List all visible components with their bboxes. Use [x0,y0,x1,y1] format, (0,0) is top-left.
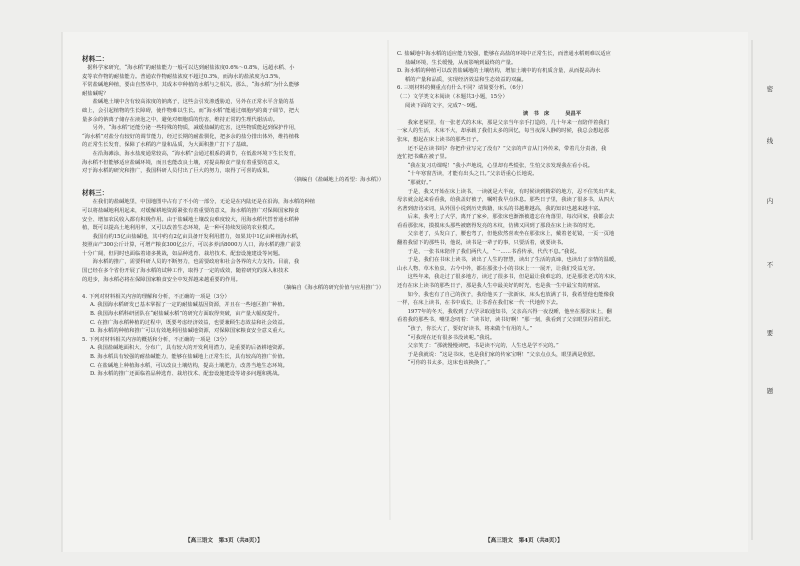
text-line: C. 在推广海水稻种植的过程中，既要考虑经济效益，也要兼顾生态效益和社会效益。 [90,319,288,326]
text-line: 麦等农作物的耐盐能力。普通农作物耐盐浓度不超过0.3%，而海水的盐浓度为3.5%， [82,73,284,80]
text-line: “我在复习功课呢！”我小声地说，心里却有些慌张，生怕父亲发现我在看小说。 [397,162,594,169]
text-line: D. 海水稻的推广还面临着品种选育、栽培技术、配套设施建设等诸多问题和挑战。 [90,371,283,378]
right-column [397,50,707,368]
text-line: 6. 三则材料的侧重点有什么不同？请简要分析。（6分） [397,85,527,92]
text-line: 植，既可以提高土地利用率，又可以改善生态环境，是一种可持续发展的农业模式。 [82,225,278,232]
text-line: 如今，我也有了自己的孩子，我给他买了一张新床，床头也放满了书，我希望他也能像我 [397,291,615,298]
text-line: 这些年来，我走过了很多地方，读过了很多书，但是最让我难忘的，还是那张老式的木床， [397,274,620,281]
text-line: 名著到唐诗宋词，从外国小说到历史典籍，床头的书越堆越高，我的知识也越来越丰富。 [397,205,604,212]
text-line: “孩子，你长大了，要好好读书，将来做个有用的人。” [397,326,533,332]
text-line: 还有在床上读书的那些日子，那是我人生中最美好的时光，也是我一生中最宝贵的财富。 [397,283,604,290]
text-line: “海水稻”对盐分有较好的调节能力，经过长期的耐盐驯化，把多余的盐分排出体外，维持植株 [82,133,300,140]
text-line: A. 我国盐碱地面积大、分布广，具有较大的开发利用潜力，是重要的后备耕地资源。 [90,345,288,352]
text-line: 按照亩产300公斤计算，可增产粮食300亿公斤，可以多养活8000万人口，海水稻的推广前景 [82,242,302,249]
page-footer-left: 【高三语文 第3页（共8页）】 [185,538,263,544]
text-line: A. 我国海水稻研发已基本掌握了一定的耐盐碱基因资源，并且在一些地区推广种植。 [90,302,288,309]
text-line: 父亲笑了：“那就慢慢读吧，书是读不完的，人生也是学不完的。” [397,343,559,350]
binding-margin-text: 不 [766,261,774,269]
text-line: （摘编自《盐碱地上的希望：海水稻》） [291,176,384,183]
text-line: 阅读下面的文字，完成7～9题。 [405,102,481,109]
text-line: 的进步，海水稻必将在保障国家粮食安全中发挥越来越重要的作用。 [82,276,241,283]
text-line: 于是，我又开始在床上读书，一读就是大半夜，有时候读到精彩的地方，忍不住笑出声来， [397,188,620,195]
text-line: “那就好。” [397,179,432,186]
text-line: 4. 下列对材料相关内容的理解和分析，不正确的一项是（3分） [82,293,230,300]
text-line: 张床，想起在床上读书的那些日子。 [397,136,482,143]
text-line: 十分广阔，但同时也面临着诸多挑战，如品种选育、栽培技术、配套设施建设等问题。 [82,250,284,257]
text-line: 看着我的那些书，嘴里念叨着：“读书好，读书好啊！”那一刻，我看到了父亲眼里闪着泪光。 [397,317,615,324]
text-line: 一样，在床上读书，在书中成长，让书香在我们家一代一代地传下去。 [397,300,562,307]
text-line: 量多余的钠离子储存在液泡之中，避免对细胞质的伤害，维持正常的生理代谢活动。 [82,116,278,123]
binding-margin-text: 线 [766,137,774,145]
text-line: “十年寒窗苦读，才能有出头之日。”父亲语重心长地说。 [397,171,538,178]
text-line: 山水人物、草木鱼虫、古今中外，都在那张小小的书床上一一展开，让我们受益无穷。 [397,265,599,272]
text-line: 材料二： [82,55,109,63]
text-line: 据科学家研究，“海水稻”的耐盐能力一般可以达到耐盐浓度0.6%～0.8%，远超水稻、小 [82,65,295,71]
text-line: C. 在盐碱地上种植海水稻，可以改良土壤结构，提高土壤肥力，改善当地生态环境。 [90,362,288,369]
text-line: 于是我就说：“这是书床，也是我们家的传家宝啊！”父亲点点头，眼里满是欣慰。 [397,351,599,358]
text-line: 国已经在多个省份开展了海水稻的试种工作，取得了一定的成效，随着研究的深入和技术 [82,268,289,275]
text-line: 础上，会引起植物的生长障碍，使作物难以生长。而“海水稻”能通过细胞内的离子调节，把大 [82,107,300,114]
page-footer-right: 【高三语文 第4页（共8页）】 [485,538,563,544]
text-line: 读 书 床 吴昌平 [522,111,582,118]
text-line: 我国有约15亿亩盐碱地，其中约有2亿亩具备开发利用潜力，如果其中1亿亩种植海水稻， [82,233,303,240]
text-line: 材料三： [82,189,109,198]
text-line: “可你的书太多，这床也该换换了。” [397,360,490,367]
text-line: 连忙把书藏在被子里。 [397,154,450,161]
binding-margin-text: 内 [766,197,774,205]
text-line: 海水稻的推广，需要科研人员的不断努力，也需要政府和社会各界的大力支持。目前，我 [82,259,300,266]
text-line: 一家人的生活，木床不大，却承载了我们太多的回忆，每当夜深人静的时候，我总会想起那 [397,128,609,135]
text-line: 1977年的冬天，我收到了大学录取通知书，父亲高兴得一夜没睡，他坐在那张床上，翻 [397,308,612,315]
text-line: 在沿海滩涂，海水盐度通常较高，“海水稻”会通过根系的调节，在低盐环境下生长发育， [82,150,300,157]
text-line: 母亲就会起来看看我，给我盖好被子，嘱咐我早点休息。那些日子里，我读了很多书，从四大 [397,197,615,204]
text-line: （摘编自《海水稻的研究价值与应用推广》） [280,285,384,292]
text-line: 的正常生长发育，保障了水稻的产量和品质，为大面积推广打下了基础。 [82,142,252,149]
binding-margin-text: 密 [766,85,774,93]
text-line: 盐碱环境，生长缓慢，从而影响到最终的产量。 [405,59,517,66]
text-line: 后来，我考上了大学，离开了家乡，那张床也渐渐被遗忘在角落里，每次回家，我都会去 [397,214,615,221]
text-line: 于是，一张书床陪伴了我们两代人，“一……书香传承，代代不息。”我说。 [397,248,580,255]
text-line: 5. 下列对材料相关内容的概括和分析，不正确的一项是（3分） [82,336,230,343]
text-line: B. 我国海水稻科研团队在“耐盐碱水稻”的研究方面取得突破，亩产量大幅度提升。 [90,311,283,318]
text-line: 对于海水稻的研究和推广，我国科研人员付出了巨大的努力，取得了可喜的成果。 [82,168,273,175]
text-line: 平常盐碱地种植，要由自然界中，其成本中种植的水稻与之相关。那么，“海水稻”为什么能够 [82,82,300,89]
text-line: 翻着我留下的那些书，他说，读书是一辈子的事，只要活着，就要读书。 [397,240,567,247]
text-line: 还不是在读书吗？你把作业写完了没有？”父亲的声音从门外传来，带着几分责备，我 [397,145,607,152]
text-line: （二）文学类文本阅读（本题共3小题，15分） [397,93,508,100]
text-line: “可我现在还有很多书没读呢。”我说。 [397,334,496,341]
left-column [82,50,384,379]
text-line: 海水稻不但能够适应盐碱环境，而且也能改良土壤，对提高粮食产量有着重要的意义， [82,159,284,166]
text-line: 我家老屋里，有一张老式的木床，那是父亲当年亲手打造的，几十年来一直陪伴着我们 [397,119,609,126]
text-line: 安全、增加农民收入都有积极作用。由于盐碱地土壤改良难度较大，用海水稻代替普通水稻种 [82,216,300,223]
text-line: 稻的产量和品质，实现经济效益和生态效益的双赢。 [405,76,527,83]
text-line: D. 海水稻的种植和推广可以有效地利用盐碱地资源，对保障国家粮食安全意义重大。 [90,328,289,335]
text-line: 另外，“海水稻”还能分泌一些特殊的物质，减缓盐碱的危害，这些物质能起到保护作用， [82,125,300,132]
text-line: 于是，我们在书床上读书，读出了人生的智慧，读出了生活的真谛，也读出了亲情的温暖， [397,257,620,264]
binding-margin-text: 要 [766,329,774,337]
text-line: 父亲老了，头发白了，腰也弯了，但他依然喜欢坐在那张床上，戴着老花镜，一页一页地 [397,231,615,238]
text-line: B. 海水稻具有较强的耐盐碱能力，能够在盐碱地上正常生长，具有较高的推广价值。 [90,354,288,360]
text-line: 看看那张床，摸摸床头那些被磨得发亮的木纹，仿佛又回到了那段在床上读书的时光。 [397,222,599,229]
text-line: D. 海水稻的种植可以改善盐碱地的土壤结构，增加土壤中的有机质含量，从而提高海水 [397,68,601,75]
text-line: 可以将盐碱地利用起来，对缓解耕地资源紧张有着重要的意义，海水稻的推广对保障国家粮食 [82,207,300,214]
text-line: 耐盐碱呢？ [82,90,109,97]
text-line: C. 盐碱地中海水稻的适应能力较强，能够在高盐的环境中正常生长，而普通水稻则难以适应 [397,51,611,57]
text-line: 盐碱地土壤中含有较高浓度的钠离子，这些会引发渗透胁迫，另外在正常水平含量的基 [82,99,294,106]
text-line: 在我们的盐碱地里，中国地图中占有了不小的一部分，无论是在内陆还是在沿海，海水稻的种植 [82,199,316,206]
binding-margin-text: 题 [766,387,774,395]
